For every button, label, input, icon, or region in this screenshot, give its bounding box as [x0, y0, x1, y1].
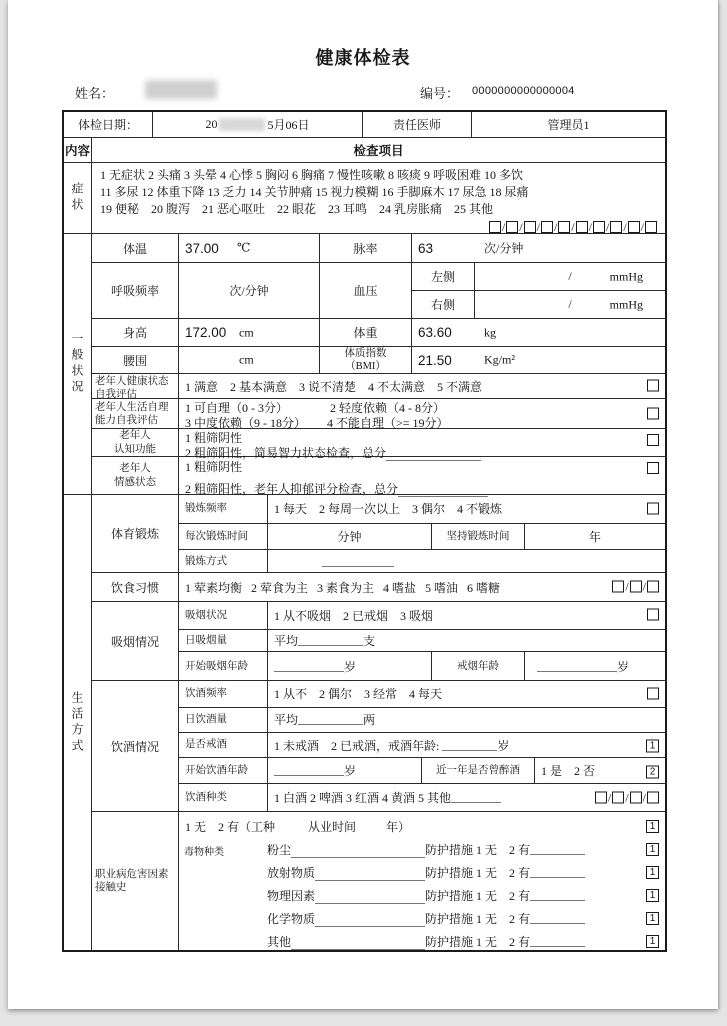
waist-value-cell [179, 347, 320, 373]
bp-right-value: / [568, 297, 572, 312]
bp-label: 血压 [320, 263, 412, 318]
exercise-duration-label: 每次锻炼时间 [179, 524, 268, 550]
lifestyle-section-label: 生活方式 [64, 495, 92, 950]
smoking-start-age-value: 岁 [268, 652, 432, 680]
elder-emotion-row [92, 457, 665, 494]
symptoms-line-2: 11 多尿 12 体重下降 13 乏力 14 关节肿痛 15 视力模糊 16 手脚麻木 17 尿急 18 尿痛 [100, 185, 529, 199]
general-section-label: 一般状况 [64, 234, 92, 494]
checkbox [628, 221, 640, 233]
drinking-kind-label: 饮酒种类 [179, 784, 268, 811]
bp-right-row [412, 291, 665, 318]
weight-value: 63.60 [418, 325, 452, 341]
checkbox [630, 791, 642, 803]
occupational-first-value-box: 1 [646, 820, 659, 833]
elder-cognition-options: 1 粗筛阴性 2 粗筛阳性，简易智力状态检查，总分 [179, 429, 665, 456]
drinking-start-age-label: 开始饮酒年龄 [179, 758, 268, 783]
symptoms-section-label: 症状 [64, 163, 92, 233]
exercise-freq-label: 锻炼频率 [179, 495, 268, 523]
info-row [64, 112, 665, 138]
elder-self-care-label: 老年人生活自理 能力自我评估 [92, 399, 179, 428]
diet-options: 1 荤素均衡 2 荤食为主 3 素食为主 4 嗜盐 5 嗜油 6 嗜糖 / / [179, 573, 665, 601]
temperature-label: 体温 [92, 234, 179, 262]
bp-left-row [412, 263, 665, 291]
drinking-freq-checkbox [647, 686, 659, 701]
bp-right-unit: mmHg [609, 297, 643, 312]
exercise-block [92, 495, 665, 573]
occupational-row-radiation: 放射物质 防护措施 1 无 2 有 1 [179, 861, 665, 884]
bp-left-label: 左侧 [412, 263, 475, 290]
respiration-bp-row [92, 263, 665, 319]
content-header: 内容 [64, 138, 92, 162]
smoking-status-options: 1 从不吸烟 2 已戒烟 3 吸烟 [268, 602, 665, 629]
lifestyle-section [64, 495, 665, 950]
symptoms-line-3: 19 便秘 20 腹泻 21 恶心呕吐 22 眼花 23 耳鸣 24 乳房胀痛 25 其他 [100, 202, 494, 216]
drinking-freq-options: 1 从不 2 偶尔 3 经常 4 每天 [268, 681, 665, 707]
exercise-duration-unit: 分钟 [268, 524, 432, 550]
checkbox [541, 221, 553, 233]
drinking-quit-value-box: 1 [646, 738, 659, 753]
elder-self-health-options: 1 满意 2 基本满意 3 说不清楚 4 不太满意 5 不满意 [179, 374, 665, 398]
smoking-status-row [179, 602, 665, 630]
bp-left-value: / [568, 269, 572, 284]
symptoms-row [64, 163, 665, 234]
smoking-daily-row [179, 630, 665, 653]
doctor-name: 管理员1 [547, 118, 590, 132]
elder-cognition-label: 老年人 认知功能 [92, 429, 179, 456]
elder-emotion-checkbox [647, 461, 659, 476]
form-title: 健康体检表 [315, 48, 411, 68]
symptoms-line-1: 1 无症状 2 头痛 3 头晕 4 心悸 5 胸闷 6 胸痛 7 慢性咳嗽 8 咳痰 9 呼吸困难 10 多饮 [100, 168, 524, 182]
smoking-start-age-label: 开始吸烟年龄 [179, 652, 268, 680]
name-label: 姓名： [75, 86, 115, 101]
drinking-kind-row [179, 784, 665, 811]
temperature-value: 37.00 [185, 240, 219, 256]
occupational-content [179, 812, 665, 950]
exercise-freq-checkbox [647, 501, 659, 516]
elder-self-care-row [92, 399, 665, 429]
number-value: 0000000000000004 [472, 85, 575, 97]
exercise-mode-row [179, 550, 665, 572]
exercise-mode-blank [268, 550, 665, 572]
height-value-cell [179, 319, 320, 346]
exercise-persist-label: 坚持锻炼时间 [432, 524, 525, 550]
checkbox [595, 791, 607, 803]
exercise-persist-unit: 年 [588, 529, 601, 544]
smoking-daily-value: 平均 支 [274, 634, 376, 649]
drinking-block [92, 681, 665, 812]
waist-bmi-row [92, 347, 665, 374]
smoking-daily-label: 日吸烟量 [179, 630, 268, 652]
checkbox [524, 221, 536, 233]
exercise-duration-row [179, 524, 665, 551]
drinking-start-age-value: 岁 [268, 758, 422, 783]
bmi-label: 体质指数 （BMI） [320, 347, 412, 373]
pulse-value: 63 [418, 240, 434, 256]
identity-row [8, 81, 718, 101]
drinking-freq-row [179, 681, 665, 708]
checkbox [647, 581, 659, 593]
bp-left-value-cell [475, 263, 665, 290]
pulse-unit: 次/分钟 [484, 241, 524, 256]
smoking-label: 吸烟情况 [92, 602, 179, 680]
checkbox [489, 221, 501, 233]
respiration-unit: 次/分钟 [179, 263, 320, 318]
drinking-quit-options: 1 未戒酒 2 已戒酒，戒酒年龄: 岁 1 [268, 733, 665, 758]
diet-label: 饮食习惯 [92, 573, 179, 601]
occupational-row-dust: 粉尘 防护措施 1 无 2 有 1 [179, 838, 665, 861]
drinking-kind-options: 1 白酒 2 啤酒 3 红酒 4 黄酒 5 其他 / / / [268, 784, 665, 811]
elder-self-care-options: 1 可自理（0 - 3分） 2 轻度依赖（4 - 8分） 3 中度依赖（9 - 18分） 4 不能自理（>= 19分） [179, 399, 665, 428]
elder-emotion-options: 1 粗筛阴性 2 粗筛阳性，老年人抑郁评分检查，总分 [179, 457, 665, 494]
number-label: 编号： [420, 86, 460, 101]
waist-unit: cm [239, 352, 254, 367]
occupational-label: 职业病危害因素 接触史 [92, 812, 179, 950]
weight-value-cell [412, 319, 665, 346]
checkbox [630, 581, 642, 593]
drinking-quit-row [179, 733, 665, 759]
elder-self-care-checkbox [647, 406, 659, 421]
weight-unit: kg [484, 325, 496, 340]
temperature-pulse-row [92, 234, 665, 263]
drinking-freq-label: 饮酒频率 [179, 681, 268, 707]
checkbox [558, 221, 570, 233]
exam-date-suffix: 5月06日 [267, 118, 310, 132]
drinking-kind-checkboxes: / / / [595, 790, 659, 805]
waist-label: 腰围 [92, 347, 179, 373]
temperature-value-cell [179, 234, 320, 262]
document-page [8, 0, 718, 1009]
pulse-value-cell [412, 234, 665, 262]
occupational-row-physical: 物理因素 防护措施 1 无 2 有 1 [179, 884, 665, 907]
checkbox [576, 221, 588, 233]
checkbox [610, 221, 622, 233]
bmi-unit: Kg/m² [484, 352, 515, 367]
table-header-row [64, 138, 665, 163]
checkbox [506, 221, 518, 233]
respiration-label: 呼吸频率 [92, 263, 179, 318]
checkbox [612, 581, 624, 593]
smoking-age-row [179, 652, 665, 680]
exercise-mode-label: 锻炼方式 [179, 550, 268, 572]
diet-row [92, 573, 665, 602]
bp-right-label: 右侧 [412, 291, 475, 318]
elder-emotion-label: 老年人 情感状态 [92, 457, 179, 494]
smoking-quit-age-label: 戒烟年龄 [432, 652, 525, 680]
bp-left-unit: mmHg [609, 269, 643, 284]
drinking-quit-label: 是否戒酒 [179, 733, 268, 758]
smoking-status-checkbox [647, 608, 659, 623]
name-value-redacted [145, 80, 217, 99]
checkbox [647, 791, 659, 803]
drinking-daily-value: 平均 两 [274, 713, 376, 728]
toxin-label: 毒物种类 [184, 847, 224, 858]
elder-cognition-checkbox [647, 433, 659, 448]
weight-label: 体重 [320, 319, 412, 346]
occupational-first-line: 1 无 2 有（工种 从业时间 年） 1 [179, 815, 665, 838]
checkbox [612, 791, 624, 803]
general-section [64, 234, 665, 495]
height-weight-row [92, 319, 665, 347]
height-label: 身高 [92, 319, 179, 346]
elder-self-health-checkbox [647, 379, 659, 394]
height-value: 172.00 [185, 325, 227, 341]
occupational-block [92, 812, 665, 950]
checkbox [645, 221, 657, 233]
exercise-label: 体育锻炼 [92, 495, 179, 572]
pulse-label: 脉率 [320, 234, 412, 262]
elder-cognition-row [92, 429, 665, 460]
exam-date-prefix: 20 [205, 117, 218, 131]
bmi-value: 21.50 [418, 352, 452, 368]
diet-checkboxes: / / [612, 580, 659, 595]
drinking-label: 饮酒情况 [92, 681, 179, 811]
exercise-freq-row [179, 495, 665, 524]
symptoms-checkboxes: / / / / / / / / / [100, 220, 657, 235]
exam-form-table [62, 110, 667, 952]
exam-date-redacted [219, 118, 265, 131]
smoking-block [92, 602, 665, 681]
drunk-value-box: 2 [646, 763, 659, 778]
exercise-freq-options: 1 每天 2 每周一次以上 3 偶尔 4 不锻炼 [268, 495, 665, 523]
smoking-status-label: 吸烟状况 [179, 602, 268, 629]
elder-self-health-row [92, 374, 665, 399]
elder-self-health-label: 老年人健康状态 自我评估 [92, 374, 179, 398]
height-unit: cm [239, 325, 254, 340]
symptoms-content [92, 163, 665, 233]
occupational-row-chemical: 化学物质 防护措施 1 无 2 有 1 [179, 907, 665, 930]
bp-right-value-cell [475, 291, 665, 318]
exam-date-value [153, 112, 363, 137]
drinking-daily-row [179, 708, 665, 733]
bmi-value-cell [412, 347, 665, 373]
items-header: 检查项目 [353, 144, 404, 158]
drinking-age-row [179, 758, 665, 784]
drunk-options: 1 是 2 否 2 [535, 758, 665, 783]
doctor-label: 责任医师 [363, 112, 472, 137]
checkbox [593, 221, 605, 233]
temperature-unit: ℃ [237, 240, 251, 255]
drinking-daily-label: 日饮酒量 [179, 708, 268, 732]
drunk-label: 近一年是否曾醉酒 [422, 758, 535, 783]
exam-date-label: 体检日期： [64, 112, 153, 137]
smoking-quit-age-value: 岁 [525, 652, 665, 680]
occupational-row-other: 其他 防护措施 1 无 2 有 1 [179, 930, 665, 953]
